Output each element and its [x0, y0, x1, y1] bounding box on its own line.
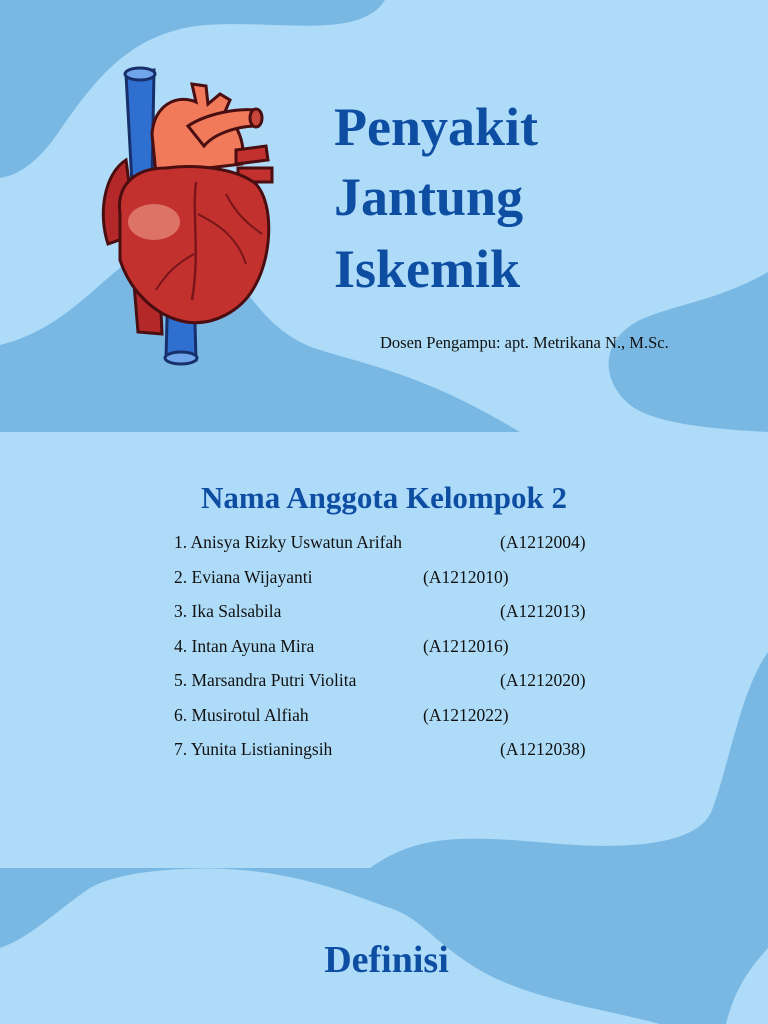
member-name: 1. Anisya Rizky Uswatun Arifah	[174, 532, 402, 552]
member-nim: (A1212004)	[500, 532, 586, 552]
list-item	[174, 739, 614, 774]
list-item	[174, 705, 614, 740]
list-item	[174, 532, 614, 567]
member-name: 6. Musirotul Alfiah	[174, 704, 309, 725]
member-nim: (A1212016)	[423, 635, 509, 656]
list-item	[174, 567, 614, 602]
members-heading: Nama Anggota Kelompok 2	[201, 480, 567, 515]
member-nim: (A1212022)	[423, 704, 509, 725]
member-nim: (A1212013)	[500, 601, 586, 621]
member-nim: (A1212020)	[500, 670, 586, 690]
member-name: 4. Intan Ayuna Mira	[174, 635, 315, 656]
title-line-1: Penyakit	[334, 97, 539, 157]
lecturer-text: Dosen Pengampu: apt. Metrikana N., M.Sc.	[380, 333, 669, 352]
member-nim: (A1212038)	[500, 739, 586, 759]
list-item	[174, 670, 614, 705]
member-list	[174, 532, 614, 774]
members-slide	[0, 432, 768, 868]
member-name: 7. Yunita Listianingsih	[174, 739, 333, 759]
definition-heading: Definisi	[324, 939, 449, 981]
member-name: 5. Marsandra Putri Violita	[174, 670, 357, 690]
title-line-3: Iskemik	[334, 239, 521, 299]
title-line-2: Jantung	[334, 167, 524, 227]
title-slide	[0, 0, 768, 432]
member-name: 3. Ika Salsabila	[174, 601, 282, 621]
definition-slide	[0, 868, 768, 1024]
member-nim: (A1212010)	[423, 566, 509, 587]
member-name: 2. Eviana Wijayanti	[174, 566, 313, 587]
list-item	[174, 601, 614, 636]
list-item	[174, 636, 614, 671]
heart-illustration	[96, 64, 282, 368]
